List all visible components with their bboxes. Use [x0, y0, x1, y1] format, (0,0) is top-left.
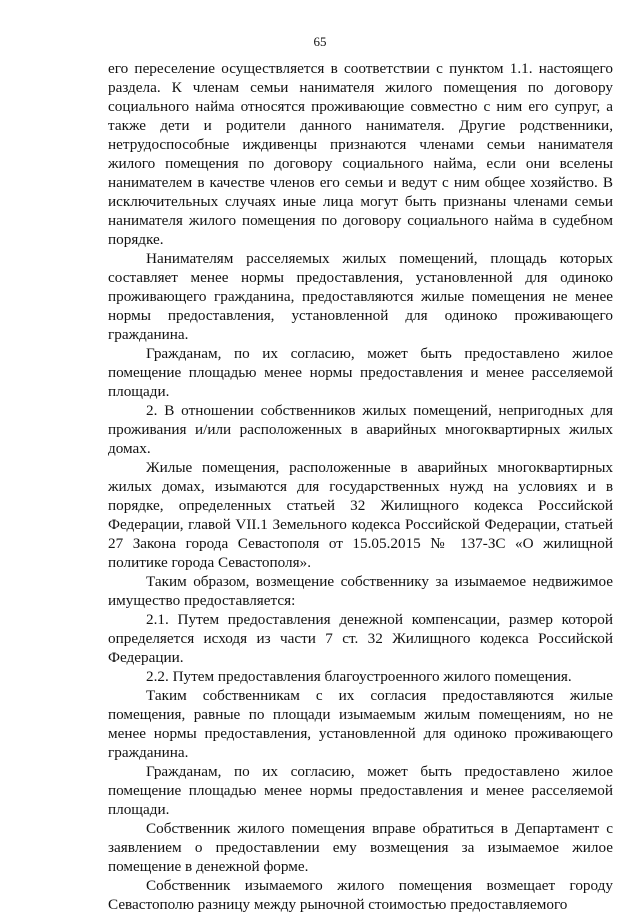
paragraph: Нанимателям расселяемых жилых помещений, площадь которых составляет менее нормы предоставления, установленной для одиноко проживающего гражданина, предоставляются жилые помещения не менее нормы предоставления, установленной для одиноко проживающего гражданина. — [108, 250, 613, 343]
paragraph: Гражданам, по их согласию, может быть предоставлено жилое помещение площадью менее нормы предоставления и менее расселяемой площади. — [108, 345, 613, 400]
paragraph: Таким собственникам с их согласия предоставляются жилые помещения, равные по площади изымаемым жилым помещениям, но не менее нормы предоставления, установленной для одиноко проживающего гражданина. — [108, 687, 613, 761]
paragraph: Таким образом, возмещение собственнику за изымаемое недвижимое имущество предоставляется: — [108, 573, 613, 609]
paragraph-continuation: его переселение осуществляется в соответствии с пунктом 1.1. настоящего раздела. К членам семьи нанимателя жилого помещения по договору социального найма относятся проживающие совместно с ним его супруг, а также дети и родители данного нанимателя. Другие родственники, нетрудоспособные иждивенцы признаются членами семьи нанимателя жилого помещения по договору социального найма, если они вселены нанимателем в качестве членов его семьи и ведут с ним общее хозяйство. В исключительных случаях иные лица могут быть признаны членами семьи нанимателя жилого помещения по договору социального найма в судебном порядке. — [108, 60, 613, 248]
subsection-2-1: 2.1. Путем предоставления денежной компенсации, размер которой определяется исходя из части 7 ст. 32 Жилищного кодекса Российской Федерации. — [108, 611, 613, 666]
paragraph: Жилые помещения, расположенные в аварийных многоквартирных жилых домах, изымаются для государственных нужд на условиях и в порядке, определенных статьей 32 Жилищного кодекса Российской Федерации, главой VII.1 Земельного кодекса Российской Федерации, статьей 27 Закона города Севастополя от 15.05.2015 № 137-ЗС «О жилищной политике города Севастополя». — [108, 459, 613, 571]
page-number: 65 — [313, 34, 327, 49]
paragraph: Собственник жилого помещения вправе обратиться в Департамент с заявлением о предоставлении ему возмещения за изымаемое жилое помещение в денежной форме. — [108, 820, 613, 875]
paragraph: Собственник изымаемого жилого помещения возмещает городу Севастополю разницу между рыночной стоимостью предоставляемого — [108, 877, 613, 913]
document-body — [108, 59, 613, 914]
section-heading-2: 2. В отношении собственников жилых помещений, непригодных для проживания и/или расположенных в аварийных многоквартирных жилых домах. — [108, 402, 613, 457]
subsection-2-2: 2.2. Путем предоставления благоустроенного жилого помещения. — [146, 668, 572, 685]
paragraph: Гражданам, по их согласию, может быть предоставлено жилое помещение площадью менее нормы предоставления и менее расселяемой площади. — [108, 763, 613, 818]
